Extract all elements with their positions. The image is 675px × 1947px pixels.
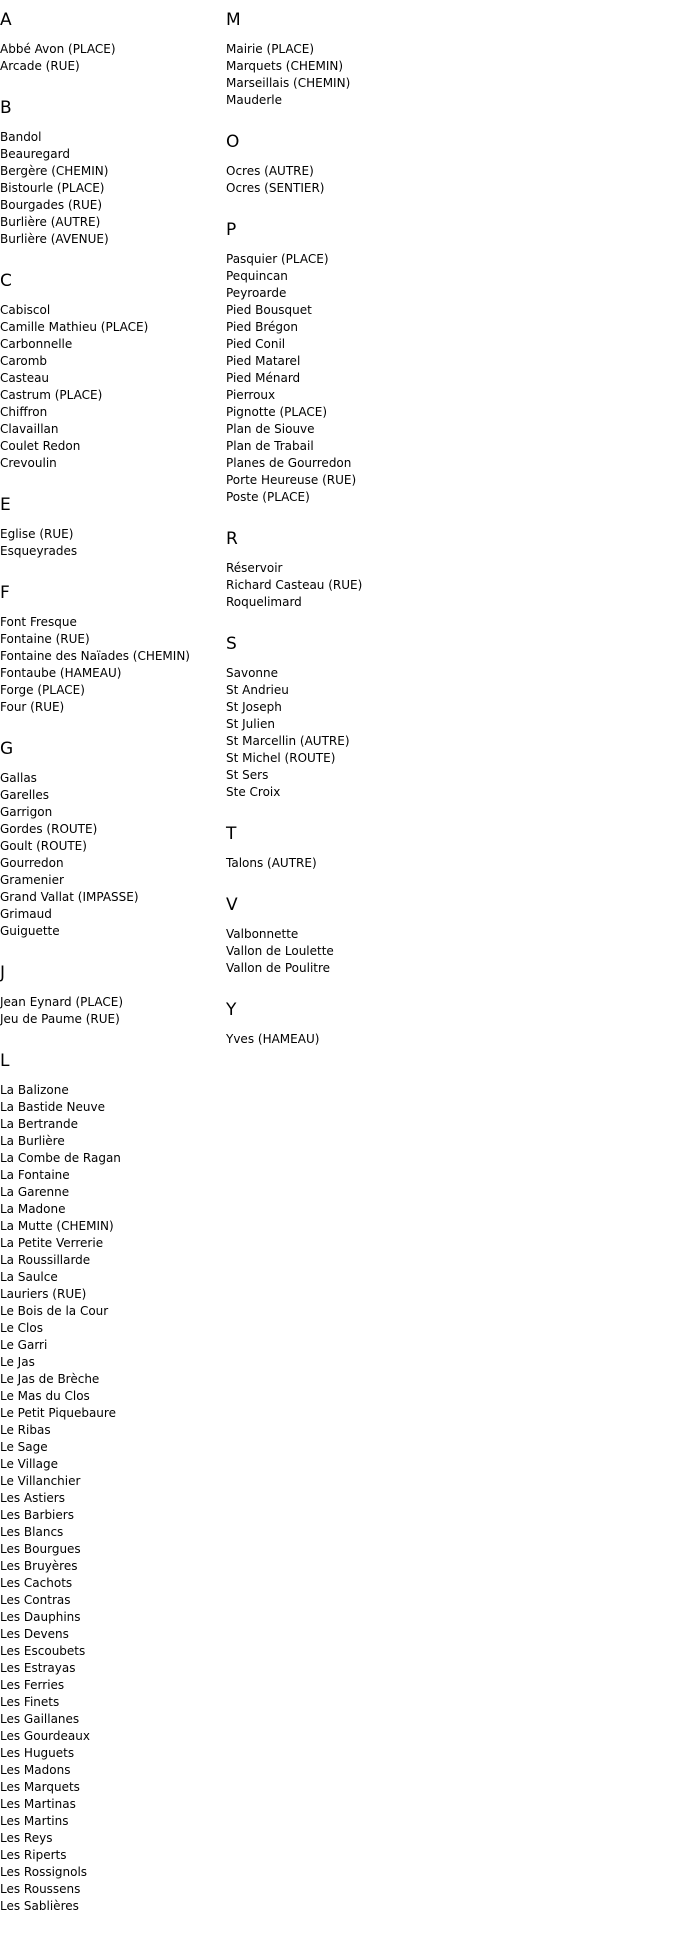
street-list-item[interactable]: Grimaud (0, 907, 52, 921)
street-list-item[interactable]: St Sers (226, 768, 269, 782)
street-list-item[interactable]: Bistourle (PLACE) (0, 181, 105, 195)
street-list-item[interactable]: Le Ribas (0, 1423, 51, 1437)
street-list-item[interactable]: Gramenier (0, 873, 64, 887)
letter-section (226, 1000, 446, 1048)
street-list-item[interactable]: Fontaine des Naïades (CHEMIN) (0, 649, 190, 663)
street-list-item[interactable]: Fontaine (RUE) (0, 632, 90, 646)
street-list-item[interactable]: La Roussillarde (0, 1253, 91, 1267)
section-letter-heading: L (0, 1051, 10, 1071)
street-list-item[interactable]: Eglise (RUE) (0, 527, 74, 541)
street-list-item[interactable]: Clavaillan (0, 422, 59, 436)
street-list-item[interactable]: Les Roussens (0, 1882, 81, 1896)
street-list-item[interactable]: Les Cachots (0, 1576, 73, 1590)
street-list-item[interactable]: Garrigon (0, 805, 53, 819)
street-list-item[interactable]: Gourredon (0, 856, 64, 870)
street-list-item[interactable]: Jean Eynard (PLACE) (0, 995, 124, 1009)
street-list-item[interactable]: Cabiscol (0, 303, 51, 317)
street-list-item[interactable]: Les Huguets (0, 1746, 75, 1760)
street-list (0, 129, 220, 248)
street-list (226, 41, 446, 109)
section-letter-heading: J (0, 963, 6, 983)
letter-section (0, 583, 220, 716)
street-list-item[interactable]: Le Villanchier (0, 1474, 81, 1488)
street-list-item[interactable]: Le Jas (0, 1355, 35, 1369)
street-list (0, 41, 220, 75)
street-list-item[interactable]: Savonne (226, 666, 279, 680)
street-list-item[interactable]: Beauregard (0, 147, 70, 161)
section-letter-heading: M (226, 10, 241, 30)
street-list-item[interactable]: Le Clos (0, 1321, 43, 1335)
street-list-item[interactable]: Coulet Redon (0, 439, 81, 453)
street-list-item[interactable]: Vallon de Poulitre (226, 961, 331, 975)
letter-section (0, 739, 220, 940)
street-list-item[interactable]: Yves (HAMEAU) (226, 1032, 320, 1046)
street-list-item[interactable]: Richard Casteau (RUE) (226, 578, 363, 592)
section-letter-heading: S (226, 634, 237, 654)
street-list-item[interactable]: Les Estrayas (0, 1661, 76, 1675)
street-list-item[interactable]: Burlière (AUTRE) (0, 215, 101, 229)
street-list-item[interactable]: Fontaube (HAMEAU) (0, 666, 122, 680)
street-list-item[interactable]: Réservoir (226, 561, 283, 575)
street-list (0, 614, 220, 716)
street-list-item[interactable]: Les Dauphins (0, 1610, 81, 1624)
street-list-item[interactable]: Plan de Trabail (226, 439, 314, 453)
street-list-item[interactable]: Les Finets (0, 1695, 60, 1709)
street-list (0, 770, 220, 940)
section-letter-heading: G (0, 739, 14, 759)
street-list-item[interactable]: Mauderle (226, 93, 282, 107)
street-list-item[interactable]: Grand Vallat (IMPASSE) (0, 890, 139, 904)
street-list-item[interactable]: Ocres (AUTRE) (226, 164, 314, 178)
street-list-item[interactable]: La Fontaine (0, 1168, 70, 1182)
letter-section (226, 529, 446, 611)
street-list-item[interactable]: Pequincan (226, 269, 288, 283)
letter-section (0, 963, 220, 1028)
street-list-item[interactable]: Le Garri (0, 1338, 48, 1352)
street-list-item[interactable]: Les Gaillanes (0, 1712, 80, 1726)
street-list-item[interactable]: Jeu de Paume (RUE) (0, 1012, 120, 1026)
letter-section (226, 10, 446, 109)
street-list (226, 1031, 446, 1048)
street-list (0, 526, 220, 560)
street-list-item[interactable]: La Madone (0, 1202, 66, 1216)
street-list-item[interactable]: La Burlière (0, 1134, 65, 1148)
street-list-item[interactable]: La Bastide Neuve (0, 1100, 105, 1114)
street-list-item[interactable]: Les Gourdeaux (0, 1729, 90, 1743)
street-list-item[interactable]: Garelles (0, 788, 50, 802)
street-list-item[interactable]: Bourgades (RUE) (0, 198, 103, 212)
street-list-item[interactable]: Gordes (ROUTE) (0, 822, 98, 836)
section-letter-heading: O (226, 132, 240, 152)
street-list-item[interactable]: Pied Bousquet (226, 303, 312, 317)
street-list-item[interactable]: Les Marquets (0, 1780, 80, 1794)
street-list-item[interactable]: Les Bourgues (0, 1542, 81, 1556)
street-list-item[interactable]: Pierroux (226, 388, 276, 402)
letter-section (0, 98, 220, 248)
letter-section (0, 10, 220, 75)
street-list-item[interactable]: Crevoulin (0, 456, 57, 470)
index-column-left (0, 10, 220, 1938)
street-list-item[interactable]: Ocres (SENTIER) (226, 181, 325, 195)
street-list-item[interactable]: Le Mas du Clos (0, 1389, 90, 1403)
street-list-item[interactable]: Bandol (0, 130, 42, 144)
section-letter-heading: Y (226, 1000, 237, 1020)
street-list-item[interactable]: St Julien (226, 717, 275, 731)
street-list-item[interactable]: Le Petit Piquebaure (0, 1406, 116, 1420)
street-list-item[interactable]: Les Rossignols (0, 1865, 88, 1879)
section-letter-heading: R (226, 529, 238, 549)
street-list (226, 163, 446, 197)
section-letter-heading: T (226, 824, 237, 844)
street-list-item[interactable]: Marquets (CHEMIN) (226, 59, 344, 73)
street-list-item[interactable]: Bergère (CHEMIN) (0, 164, 109, 178)
street-list-item[interactable]: St Marcellin (AUTRE) (226, 734, 350, 748)
section-letter-heading: V (226, 895, 238, 915)
street-list-item[interactable]: La Petite Verrerie (0, 1236, 104, 1250)
street-list-item[interactable]: Porte Heureuse (RUE) (226, 473, 357, 487)
street-list (0, 994, 220, 1028)
street-list-item[interactable]: Arcade (RUE) (0, 59, 80, 73)
street-list (0, 302, 220, 472)
street-list-item[interactable]: Casteau (0, 371, 50, 385)
letter-section (0, 271, 220, 472)
street-list-item[interactable]: Les Martins (0, 1814, 69, 1828)
street-list-item[interactable]: Le Bois de la Cour (0, 1304, 109, 1318)
street-list-item[interactable]: Pied Ménard (226, 371, 301, 385)
street-list-item[interactable]: Les Contras (0, 1593, 71, 1607)
street-list-item[interactable]: Les Martinas (0, 1797, 76, 1811)
street-list-item[interactable]: La Saulce (0, 1270, 58, 1284)
street-list-item[interactable]: Les Riperts (0, 1848, 67, 1862)
street-list-item[interactable]: Pied Matarel (226, 354, 301, 368)
street-list-item[interactable]: Les Devens (0, 1627, 69, 1641)
street-list-item[interactable]: St Andrieu (226, 683, 289, 697)
street-list-item[interactable]: La Bertrande (0, 1117, 78, 1131)
street-list-item[interactable]: Pasquier (PLACE) (226, 252, 329, 266)
street-list-item[interactable]: Les Astiers (0, 1491, 65, 1505)
street-list-item[interactable]: Valbonnette (226, 927, 299, 941)
street-list (0, 1082, 220, 1915)
street-list-item[interactable]: Pignotte (PLACE) (226, 405, 327, 419)
section-letter-heading: E (0, 495, 11, 515)
street-list-item[interactable]: Mairie (PLACE) (226, 42, 315, 56)
street-list-item[interactable]: Planes de Gourredon (226, 456, 352, 470)
section-letter-heading: C (0, 271, 12, 291)
letter-section (226, 634, 446, 801)
letter-section (226, 132, 446, 197)
street-list-item[interactable]: Le Village (0, 1457, 58, 1471)
letter-section (226, 895, 446, 977)
street-list-item[interactable]: Carbonnelle (0, 337, 73, 351)
street-list-item[interactable]: Goult (ROUTE) (0, 839, 87, 853)
street-list-item[interactable]: Gallas (0, 771, 37, 785)
street-list-item[interactable]: Roquelimard (226, 595, 302, 609)
street-list-item[interactable]: Le Sage (0, 1440, 48, 1454)
street-list-item[interactable]: Poste (PLACE) (226, 490, 310, 504)
street-list (226, 560, 446, 611)
street-list-item[interactable]: Le Jas de Brèche (0, 1372, 100, 1386)
street-list-item[interactable]: La Mutte (CHEMIN) (0, 1219, 114, 1233)
street-list-item[interactable]: Four (RUE) (0, 700, 65, 714)
section-letter-heading: P (226, 220, 237, 240)
street-list-item[interactable]: La Combe de Ragan (0, 1151, 121, 1165)
street-list-item[interactable]: Castrum (PLACE) (0, 388, 103, 402)
street-list-item[interactable]: St Michel (ROUTE) (226, 751, 336, 765)
letter-section (0, 495, 220, 560)
street-list-item[interactable]: La Balizone (0, 1083, 69, 1097)
street-list-item[interactable]: Forge (PLACE) (0, 683, 85, 697)
street-list-item[interactable]: Burlière (AVENUE) (0, 232, 109, 246)
street-list-item[interactable]: Plan de Siouve (226, 422, 315, 436)
street-list-item[interactable]: St Joseph (226, 700, 282, 714)
street-list-item[interactable]: Pied Brégon (226, 320, 298, 334)
street-list-item[interactable]: Lauriers (RUE) (0, 1287, 87, 1301)
section-letter-heading: F (0, 583, 10, 603)
street-list-item[interactable]: Les Escoubets (0, 1644, 86, 1658)
street-list-item[interactable]: Peyroarde (226, 286, 287, 300)
letter-section (226, 220, 446, 506)
street-list-item[interactable]: Les Ferries (0, 1678, 65, 1692)
street-list-item[interactable]: Les Sablières (0, 1899, 79, 1913)
street-list-item[interactable]: Les Bruyères (0, 1559, 78, 1573)
street-list-item[interactable]: Abbé Avon (PLACE) (0, 42, 116, 56)
section-letter-heading: A (0, 10, 12, 30)
street-list-item[interactable]: Camille Mathieu (PLACE) (0, 320, 149, 334)
street-list-item[interactable]: Les Barbiers (0, 1508, 74, 1522)
street-list-item[interactable]: Les Blancs (0, 1525, 64, 1539)
street-list-item[interactable]: Guiguette (0, 924, 60, 938)
section-letter-heading: B (0, 98, 12, 118)
index-column-right (226, 10, 446, 1071)
letter-section (226, 824, 446, 872)
street-list-item[interactable]: Talons (AUTRE) (226, 856, 317, 870)
street-list-item[interactable]: Font Fresque (0, 615, 77, 629)
letter-section (0, 1051, 220, 1915)
street-list (226, 665, 446, 801)
street-list (226, 855, 446, 872)
street-list-item[interactable]: Les Madons (0, 1763, 71, 1777)
street-list-item[interactable]: Esqueyrades (0, 544, 78, 558)
street-list-item[interactable]: La Garenne (0, 1185, 70, 1199)
street-list-item[interactable]: Marseillais (CHEMIN) (226, 76, 351, 90)
street-list-item[interactable]: Caromb (0, 354, 48, 368)
street-list-item[interactable]: Ste Croix (226, 785, 281, 799)
street-list (226, 926, 446, 977)
street-list-item[interactable]: Pied Conil (226, 337, 286, 351)
street-list (226, 251, 446, 506)
street-list-item[interactable]: Vallon de Loulette (226, 944, 334, 958)
street-list-item[interactable]: Les Reys (0, 1831, 53, 1845)
street-list-item[interactable]: Chiffron (0, 405, 48, 419)
